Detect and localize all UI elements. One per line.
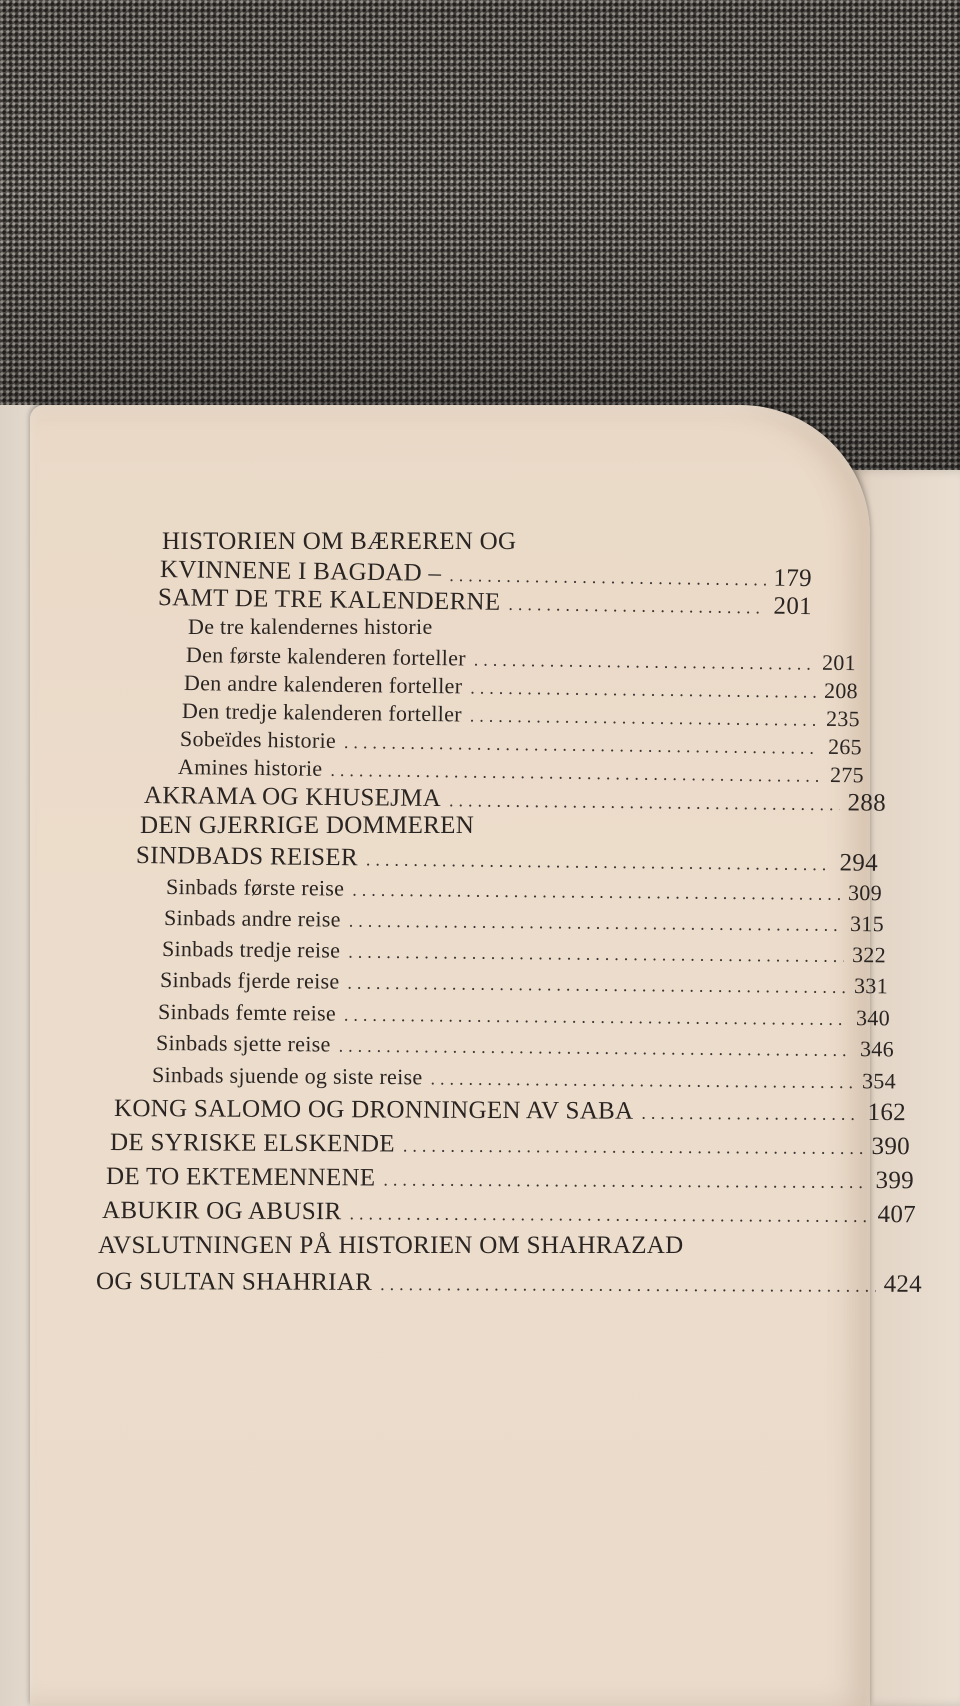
toc-entry-title: Den tredje kalenderen forteller [181,698,463,727]
toc-entry [156,1030,894,1062]
dot-leader [383,1169,867,1193]
toc-entry-title: Den første kalenderen forteller [185,642,467,671]
toc-entry-title: Den andre kalenderen forteller [183,670,463,699]
toc-entry-title: KVINNENE I BAGDAD – [159,556,442,587]
toc-entry-page: 331 [853,973,889,999]
dot-leader [339,1036,853,1061]
toc-entry-page: 322 [851,942,887,968]
toc-entry-title: DE TO EKTEMENNENE [105,1163,376,1192]
toc-entry-page: 265 [827,733,863,760]
toc-entry-title: Amines historie [177,754,323,781]
toc-entry-page: 162 [867,1098,907,1127]
toc-entry-page: 346 [859,1036,895,1062]
toc-entry-title: Sinbads sjette reise [155,1030,331,1057]
toc-entry-page: 201 [773,592,813,621]
dot-leader [403,1136,864,1159]
toc-entry-title: HISTORIEN OM BÆREREN OG [162,528,517,555]
toc-entry-page: 354 [861,1068,897,1094]
dot-leader [349,1203,869,1227]
toc-entry [98,1232,898,1260]
toc-entry-title: SAMT DE TRE KALENDERNE [157,584,501,616]
toc-entry-page: 275 [829,761,865,788]
toc-entry [166,874,882,906]
toc-entry-title: AKRAMA OG KHUSEJMA [143,782,442,813]
toc-entry-page: 294 [839,849,879,877]
dot-leader [344,732,820,759]
dot-leader [449,565,765,590]
toc-entry-title: OG SULTAN SHAHRIAR [95,1268,373,1296]
toc-entry-page: 208 [823,677,859,704]
toc-entry-page: 201 [821,649,857,676]
toc-entry [152,1062,896,1094]
toc-entry-title: AVSLUTNINGEN PÅ HISTORIEN OM SHAHRAZAD [98,1232,684,1259]
dot-leader [430,1068,854,1093]
toc-entry-title: Sobeïdes historie [179,726,337,753]
toc-entry [140,812,840,840]
toc-entry-page: 407 [877,1201,917,1229]
dot-leader [344,1005,848,1030]
dot-leader [641,1103,859,1125]
toc-entry-title: Sinbads andre reise [163,905,341,932]
toc-entry-title: Sinbads første reise [165,874,345,901]
toc-entry [102,1197,916,1229]
toc-entry-page: 399 [875,1167,915,1195]
toc-entry [158,999,890,1031]
dot-leader [366,849,832,875]
toc-entry-page: 288 [847,789,887,817]
toc-entry-title: Sinbads sjuende og siste reise [151,1062,423,1090]
toc-entry-title: Sinbads fjerde reise [159,967,340,994]
dot-leader [352,880,840,905]
toc-entry-page: 340 [855,1005,891,1031]
toc-entry-page: 235 [825,705,861,732]
toc-entry [188,614,808,640]
toc-entry-page: 309 [847,879,883,906]
toc-entry-title: SINDBADS REISER [135,842,359,872]
toc-entry [96,1268,922,1299]
toc-entry-title: DE SYRISKE ELSKENDE [109,1129,395,1158]
toc-entry [106,1163,914,1195]
toc-entry-page: 424 [883,1270,923,1298]
dot-leader [348,942,844,967]
toc-entry-page: 179 [773,564,813,593]
dot-leader [347,973,846,998]
toc-entry [110,1129,910,1161]
toc-entry-title: ABUKIR OG ABUSIR [101,1197,342,1226]
toc-entry-page: 315 [849,910,885,937]
dot-leader [380,1274,876,1297]
toc-entry-title: Sinbads tredje reise [161,936,341,963]
toc-entry-title: De tre kalendernes historie [188,614,433,639]
toc-entry [114,1095,906,1127]
toc-entry-page: 390 [871,1132,911,1161]
toc-entry [164,905,884,937]
toc-entry-title: Sinbads femte reise [157,999,337,1026]
toc-entry-title: KONG SALOMO OG DRONNINGEN AV SABA [113,1095,634,1125]
dot-leader [330,760,822,787]
toc-entry [136,842,878,878]
dot-leader [470,677,816,702]
toc-entry-title: DEN GJERRIGE DOMMEREN [140,812,475,839]
dot-leader [474,650,814,675]
toc-entry [162,528,812,556]
toc-entry [162,936,886,968]
dot-leader [470,706,818,731]
dot-leader [349,911,842,936]
toc-entry [160,967,888,999]
